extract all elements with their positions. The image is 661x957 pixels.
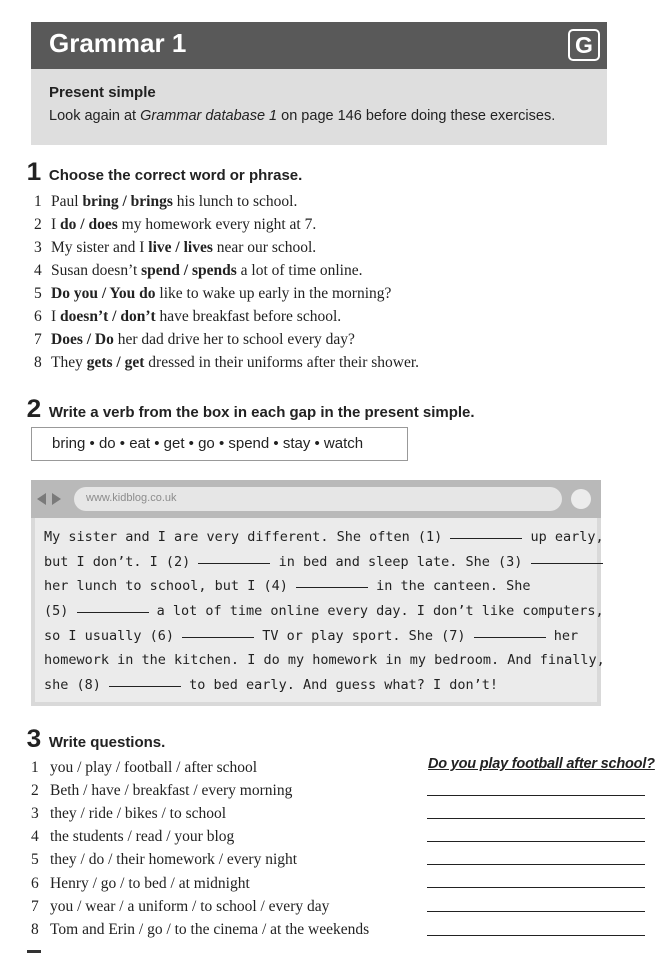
- item-number: 7: [31, 898, 39, 915]
- item-text: Henry / go / to bed / at midnight: [50, 875, 250, 892]
- intro-text-part: on page 146 before doing these exercises.: [277, 108, 556, 124]
- item-number: 3: [34, 239, 42, 256]
- grammar-badge-icon: G: [568, 29, 600, 61]
- item-text: have breakfast before school.: [155, 308, 342, 325]
- blog-text-part: a lot of time online every day. I don’t like computers,: [148, 603, 604, 619]
- intro-panel: [31, 69, 607, 145]
- item-number: 2: [31, 782, 39, 799]
- item-text: Paul: [51, 193, 83, 210]
- answer-line[interactable]: [427, 935, 645, 936]
- exercise-1-item: [34, 308, 341, 326]
- intro-text-part: Look again at: [49, 108, 141, 124]
- item-number: 7: [34, 331, 42, 348]
- item-text: Tom and Erin / go / to the cinema / at the weekends: [50, 921, 370, 938]
- intro-text: [49, 108, 555, 124]
- exercise-3-item: [31, 805, 226, 823]
- blog-text: [35, 518, 605, 702]
- item-choice: Does / Do: [51, 331, 114, 348]
- blog-text-part: (5): [44, 603, 77, 619]
- item-number: 4: [34, 262, 42, 279]
- blog-line: [44, 529, 604, 545]
- blog-browser-window: [31, 480, 605, 706]
- item-text: Beth / have / breakfast / every morning: [50, 782, 293, 799]
- item-text: you / play / football / after school: [50, 759, 258, 776]
- blog-text-part: homework in the kitchen. I do my homework in my bedroom. And finally,: [44, 652, 605, 668]
- exercise-3-item: [31, 898, 329, 916]
- answer-line[interactable]: [427, 818, 645, 819]
- item-number: 1: [34, 193, 42, 210]
- exercise-number: 3: [26, 725, 42, 753]
- intro-heading: Present simple: [49, 84, 156, 101]
- exercise-3-item: [31, 851, 297, 869]
- grammar-title-bar: [31, 22, 607, 69]
- exercise-3-item: [31, 875, 250, 893]
- answer-gap: [296, 586, 368, 588]
- blog-line: [44, 652, 605, 668]
- blog-text-part: but I don’t. I (2): [44, 554, 199, 570]
- blog-text-part: to bed early. And guess what? I don’t!: [181, 677, 499, 693]
- address-bar: www.kidblog.co.uk: [74, 487, 562, 511]
- exercise-1-item: [34, 285, 391, 303]
- item-text: My sister and I: [51, 239, 149, 256]
- exercise-number: 1: [26, 158, 42, 186]
- answer-gap: [531, 562, 603, 564]
- blog-text-part: in bed and sleep late. She (3): [270, 554, 531, 570]
- item-number: 8: [31, 921, 39, 938]
- exercise-1-item: [34, 193, 297, 211]
- blog-text-part: her: [545, 628, 579, 644]
- item-text: they / ride / bikes / to school: [50, 805, 227, 822]
- item-choice: do / does: [60, 216, 118, 233]
- item-choice: Do you / You do: [51, 285, 156, 302]
- item-text: They: [51, 354, 87, 371]
- blog-text-part: up early,: [522, 529, 604, 545]
- item-number: 8: [34, 354, 42, 371]
- item-number: 5: [34, 285, 42, 302]
- sample-answer: Do you play football after school?: [428, 756, 655, 772]
- item-number: 2: [34, 216, 42, 233]
- item-text: they / do / their homework / every night: [50, 851, 298, 868]
- exercise-1-item: [34, 216, 316, 234]
- item-number: 1: [31, 759, 39, 776]
- answer-line[interactable]: [427, 795, 645, 796]
- item-text: I: [51, 308, 61, 325]
- blog-text-part: so I usually (6): [44, 628, 183, 644]
- exercise-1-item: [34, 331, 355, 349]
- blog-line: [44, 628, 578, 644]
- blog-line: [44, 554, 603, 570]
- answer-line[interactable]: [427, 887, 645, 888]
- answer-gap: [182, 636, 254, 638]
- page-title: Grammar 1: [49, 28, 187, 58]
- blog-text-part: TV or play sport. She (7): [254, 628, 474, 644]
- next-section-marker: [27, 950, 41, 953]
- blog-text-part: in the canteen. She: [367, 578, 531, 594]
- exercise-1-heading: [27, 158, 302, 187]
- exercise-2-heading: [27, 395, 475, 424]
- answer-line[interactable]: [427, 841, 645, 842]
- answer-gap: [77, 611, 149, 613]
- exercise-3-item: [31, 828, 234, 846]
- exercise-instruction: Choose the correct word or phrase.: [48, 167, 303, 184]
- exercise-3-item: [31, 759, 257, 777]
- item-number: 5: [31, 851, 39, 868]
- item-choice: gets / get: [86, 354, 145, 371]
- item-choice: bring / brings: [82, 193, 173, 210]
- back-arrow-icon: [37, 493, 46, 505]
- exercise-3-heading: [27, 725, 165, 754]
- exercise-3-item: [31, 782, 292, 800]
- item-text: like to wake up early in the morning?: [155, 285, 392, 302]
- item-text: I: [51, 216, 61, 233]
- item-text: her dad drive her to school every day?: [113, 331, 355, 348]
- exercise-instruction: Write a verb from the box in each gap in the present simple.: [48, 404, 475, 421]
- answer-line[interactable]: [427, 864, 645, 865]
- blog-text-part: her lunch to school, but I (4): [44, 578, 296, 594]
- forward-arrow-icon: [52, 493, 61, 505]
- item-text: you / wear / a uniform / to school / every day: [50, 898, 330, 915]
- blog-text-part: she (8): [44, 677, 110, 693]
- browser-toolbar: [31, 480, 601, 518]
- exercise-number: 2: [26, 395, 42, 423]
- blog-line: [44, 603, 604, 619]
- item-number: 3: [31, 805, 39, 822]
- item-text: near our school.: [212, 239, 317, 256]
- item-choice: live / lives: [148, 239, 213, 256]
- item-number: 4: [31, 828, 39, 845]
- item-choice: spend / spends: [141, 262, 237, 279]
- item-text: dressed in their uniforms after their shower.: [144, 354, 420, 371]
- item-text: the students / read / your blog: [50, 828, 235, 845]
- word-box: bring • do • eat • get • go • spend • stay • watch: [31, 427, 408, 461]
- exercise-1-item: [34, 354, 419, 372]
- exercise-instruction: Write questions.: [48, 734, 166, 751]
- blog-line: [44, 677, 498, 693]
- answer-line[interactable]: [427, 911, 645, 912]
- blog-line: [44, 578, 531, 594]
- exercise-3-item: [31, 921, 369, 939]
- item-text: my homework every night at 7.: [117, 216, 317, 233]
- item-number: 6: [31, 875, 39, 892]
- answer-gap: [109, 685, 181, 687]
- exercise-1-item: [34, 262, 362, 280]
- item-text: a lot of time online.: [236, 262, 363, 279]
- exercise-1-item: [34, 239, 316, 257]
- answer-gap: [198, 562, 270, 564]
- intro-reference: Grammar database 1: [140, 108, 278, 124]
- answer-gap: [474, 636, 546, 638]
- item-number: 6: [34, 308, 42, 325]
- item-text: Susan doesn’t: [51, 262, 142, 279]
- item-text: his lunch to school.: [172, 193, 298, 210]
- browser-button-icon: [571, 489, 591, 509]
- item-choice: doesn’t / don’t: [60, 308, 156, 325]
- blog-text-part: My sister and I are very different. She often (1): [44, 529, 451, 545]
- answer-gap: [450, 537, 522, 539]
